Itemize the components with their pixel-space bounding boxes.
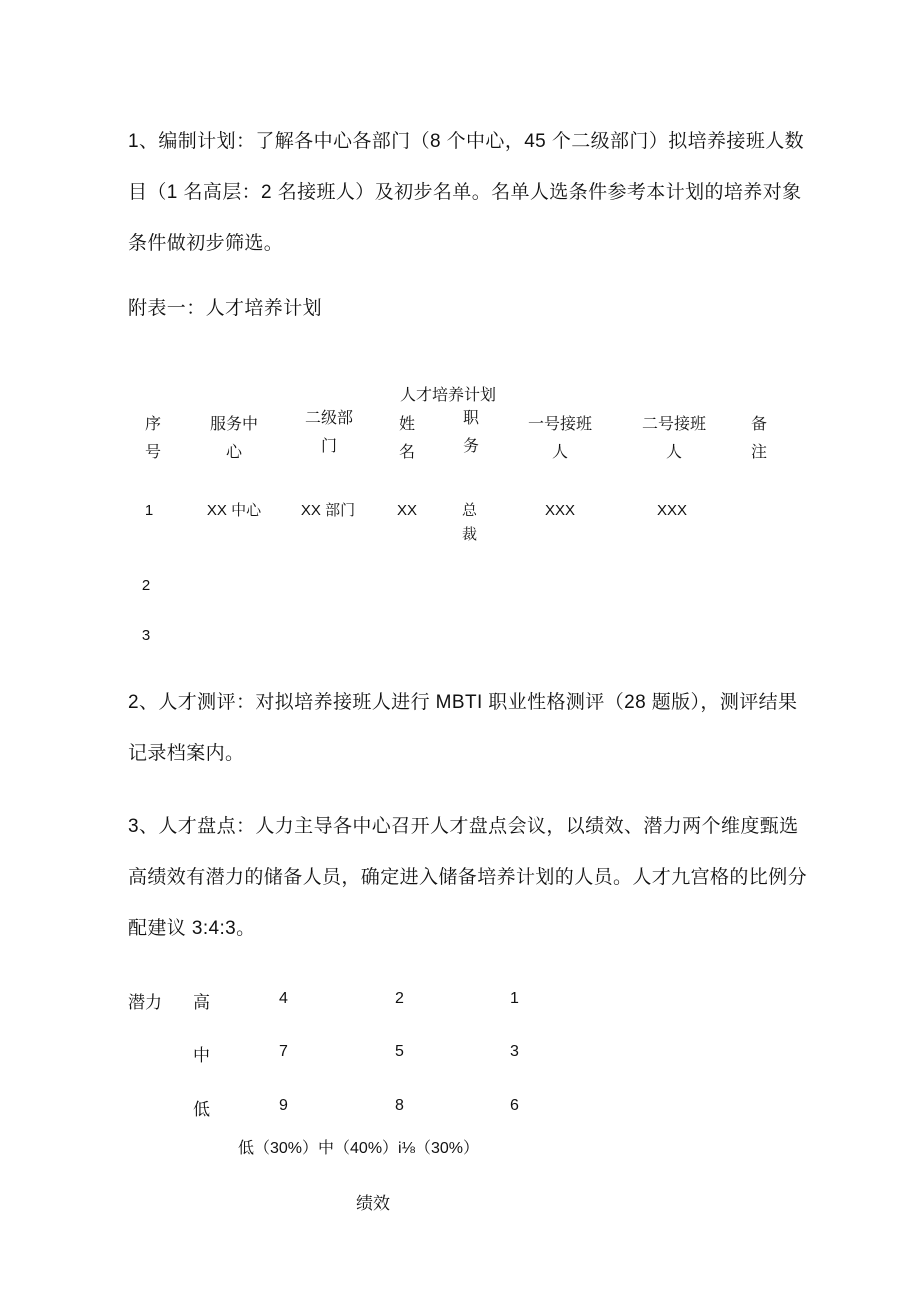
- cell-successor-1: XXX: [544, 502, 575, 519]
- grid-cell: 4: [279, 990, 288, 1007]
- cell-index: 3: [141, 627, 151, 644]
- appendix-title: 附表一：人才培养计划: [128, 298, 323, 319]
- grid-cell: 1: [510, 990, 519, 1007]
- cell-index: 2: [141, 577, 151, 594]
- grid-cell: 7: [279, 1043, 288, 1060]
- header-successor-2: 二号接班 人: [641, 414, 706, 461]
- cell-index: 1: [144, 502, 154, 519]
- cell-department: XX 部门: [300, 502, 356, 519]
- header-department: 二级部 门: [304, 408, 353, 455]
- y-axis-title: 潜力: [128, 993, 162, 1013]
- paragraph-plan: 1、编制计划：了解各中心各部门（8 个中心，45 个二级部门）拟培养接班人数目（1 名高层：2 名接班人）及初步名单。名单人选条件参考本计划的培养对象条件做初步筛选。: [128, 131, 805, 254]
- cell-name: XX: [396, 502, 417, 519]
- header-index: 序 号: [144, 414, 161, 461]
- grid-cell: 3: [510, 1043, 519, 1060]
- x-axis-labels: 低（30%）中（40%）i⅛（30%）: [238, 1140, 479, 1157]
- y-level-high: 高: [193, 993, 210, 1013]
- grid-cell: 5: [395, 1043, 404, 1060]
- table-caption: 人才培养计划: [400, 385, 497, 404]
- paragraph-assessment: 2、人才测评：对拟培养接班人进行 MBTI 职业性格测评（28 题版），测评结果记录档案内。: [128, 692, 798, 764]
- cell-service-center: XX 中心: [206, 502, 262, 519]
- y-level-low: 低: [193, 1100, 210, 1120]
- header-name: 姓 名: [398, 414, 415, 461]
- x-axis-title: 绩效: [356, 1194, 390, 1214]
- header-service-center: 服务中 心: [209, 414, 258, 461]
- cell-successor-2: XXX: [656, 502, 687, 519]
- grid-cell: 8: [395, 1097, 404, 1114]
- header-position: 职 务: [462, 408, 479, 455]
- header-remarks: 备 注: [750, 414, 767, 461]
- grid-cell: 2: [395, 990, 404, 1007]
- paragraph-review: 3、人才盘点：人力主导各中心召开人才盘点会议，以绩效、潜力两个维度甄选高绩效有潜力的储备人员，确定进入储备培养计划的人员。人才九宫格的比例分配建议 3:4:3。: [128, 816, 808, 939]
- cell-position: 总 裁: [462, 502, 478, 543]
- y-level-medium: 中: [193, 1046, 210, 1066]
- grid-cell: 6: [510, 1097, 519, 1114]
- grid-cell: 9: [279, 1097, 288, 1114]
- header-successor-1: 一号接班 人: [527, 414, 592, 461]
